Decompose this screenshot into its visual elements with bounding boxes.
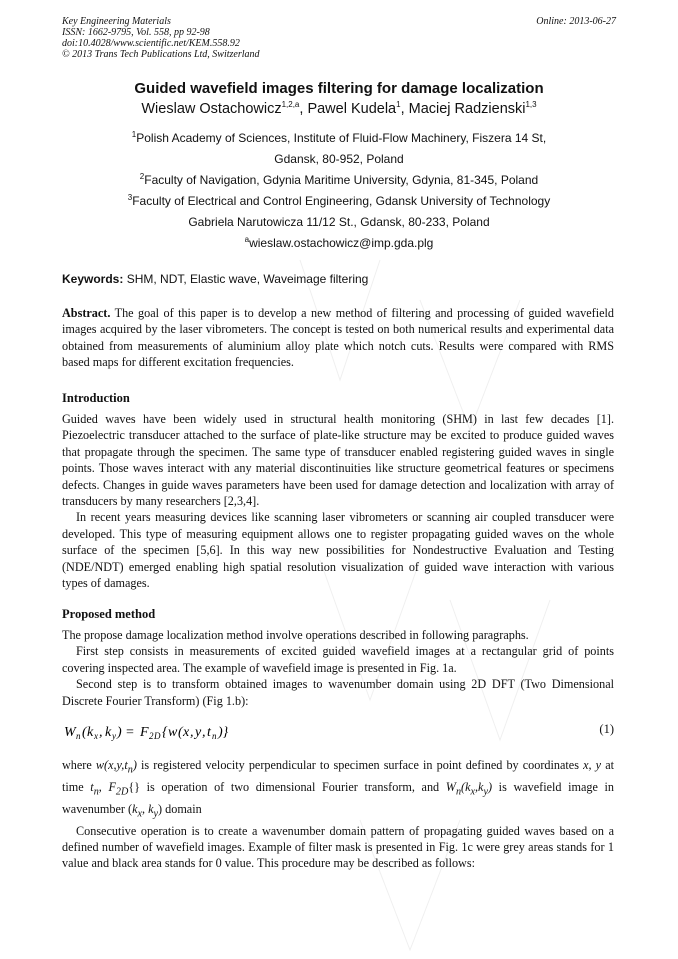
svg-text:k: k: [87, 725, 94, 740]
equation-number: (1): [599, 722, 614, 736]
introduction-body: [62, 411, 614, 591]
keywords: [62, 272, 368, 286]
affiliation-3-cont: Gabriela Narutowicza 11/12 St., Gdansk, 80-233, Poland: [188, 215, 490, 229]
paragraph: Consecutive operation is to create a wavenumber domain pattern of propagating guided waves based on a defined number of wavefield images. Example of filter mask is presented in Fig. 1c were grey areas stands for 1 value and black area stands for 0 value. This procedure may be described as follows:: [62, 823, 614, 871]
svg-text:)}: )}: [218, 725, 229, 740]
online-date: Online: 2013-06-27: [536, 16, 616, 27]
svg-text:W: W: [64, 725, 76, 740]
svg-text:n: n: [212, 731, 217, 741]
keywords-text: SHM, NDT, Elastic wave, Waveimage filtering: [126, 272, 369, 286]
proposed-method-body: [62, 627, 614, 709]
paragraph: In recent years measuring devices like scanning laser vibrometers or scanning air coupled transducer were developed. This type of measuring equipment allows one to register propagating guided waves on the whole surface of the specimen [5,6]. In this way new possibilities for Nondestructive Evaluation and Testing (NDE/NDT) emerged enabling high spatial resolution visualization of guided wave interaction with various types of damages.: [62, 510, 614, 591]
abstract-text: The goal of this paper is to develop a new method of filtering and processing of guided wavefield images acquired by the laser vibrometers. The concept is tested on both numerical results and experimental data obtained from measurements of aluminium alloy plate which notch cuts. Results were compared with RMS based maps for different excitation frequencies.: [62, 306, 615, 370]
svg-text:t: t: [207, 725, 211, 740]
affiliation-2: $^2$Faculty of Navigation, Gdynia Maritime University, Gdynia, 81-345, Poland: [139, 172, 539, 187]
svg-text:x: x: [94, 731, 98, 741]
svg-text:D: D: [154, 731, 161, 741]
paragraph: The propose damage localization method involve operations described in following paragraphs.: [62, 628, 529, 642]
paragraph: Second step is to transform obtained images to wavenumber domain using 2D DFT (Two Dimensional Discrete Fourier Transform) (Fig 1.b):: [62, 677, 614, 708]
paragraph: First step consists in measurements of excited guided wavefield images at a rectangular grid of points covering inspected area. The example of wavefield image is presented in Fig. 1a.: [62, 644, 614, 675]
author-name: Pawel Kudela: [307, 101, 397, 117]
svg-text:,: ,: [202, 725, 206, 740]
keywords-label: Keywords:: [62, 272, 124, 286]
svg-text:(: (: [82, 725, 87, 740]
svg-text:2: 2: [149, 731, 154, 741]
doi-line: doi:10.4028/www.scientific.net/KEM.558.92: [62, 38, 240, 49]
paragraph: Guided waves have been widely used in structural health monitoring (SHM) in last few decades [1]. Piezoelectric transducer attached to the surface of plate-like structure may be excited to produce guided waves that propagate through the specimen. The same type of transducer enabled registering guided waves in single points. Those waves interact with any material discontinuities like structure geometrical features or specimens defects. Changes in guide waves parameters have been used for damage detection and localization with array of transducers by many researchers [2,3,4].: [62, 412, 614, 509]
journal-name: Key Engineering Materials: [62, 16, 171, 27]
section-heading-proposed-method: Proposed method: [62, 607, 156, 621]
copyright-line: © 2013 Trans Tech Publications Ltd, Switzerland: [62, 49, 260, 60]
svg-text:,: ,: [99, 725, 103, 740]
paragraph: where $w(x,y,t_n)$ is registered velocity perpendicular to specimen surface in point defined by coordinates x, y at time $t_n$, $F_{2D}\{\}$ is operation of two dimensional Fourier transform, and $W_n(k_x,k_y)$ is wavefield image in wavenumber ($k_x$, $k_y$) domain: [62, 758, 615, 820]
svg-text:y: y: [112, 731, 116, 741]
affiliation-1-cont: Gdansk, 80-952, Poland: [274, 152, 404, 166]
equation-formula: [62, 722, 262, 742]
affiliation-1: $^1$Polish Academy of Sciences, Institute of Fluid-Flow Machinery, Fiszera 14 St,: [131, 130, 547, 145]
svg-text:w: w: [168, 725, 178, 740]
author-email: $^a$wieslaw.ostachowicz@imp.gda.plg: [244, 235, 434, 250]
svg-text:{: {: [162, 725, 168, 740]
abstract: [62, 305, 614, 371]
paper-title: Guided wavefield images filtering for damage localization: [134, 80, 544, 97]
author-name: Maciej Radzienski: [408, 101, 526, 117]
affiliation-3: $^3$Faculty of Electrical and Control Engineering, Gdansk University of Technology: [127, 193, 551, 208]
svg-text:k: k: [105, 725, 112, 740]
journal-header: [62, 16, 616, 60]
author-list: Wieslaw Ostachowicz$^{1,2,a}$, Pawel Kudela$^1$, Maciej Radzienski$^{1,3}$: [141, 100, 537, 117]
proposed-method-body-cont: [62, 757, 614, 872]
author-affiliation-mark: 1,2,a: [281, 100, 300, 110]
svg-text:,: ,: [190, 725, 194, 740]
svg-text:x: x: [183, 725, 190, 740]
author-affiliation-mark: 1: [396, 100, 401, 110]
issn-line: ISSN: 1662-9795, Vol. 558, pp 92-98: [62, 27, 210, 38]
svg-text:F: F: [140, 725, 149, 740]
abstract-label: Abstract.: [62, 306, 111, 320]
svg-text:y: y: [195, 725, 202, 740]
svg-text:(: (: [178, 725, 183, 740]
author-name: Wieslaw Ostachowicz: [141, 101, 282, 117]
svg-text:) =: ) =: [117, 725, 135, 740]
author-affiliation-mark: 1,3: [525, 100, 537, 110]
section-heading-introduction: Introduction: [62, 391, 130, 405]
svg-text:n: n: [76, 731, 81, 741]
